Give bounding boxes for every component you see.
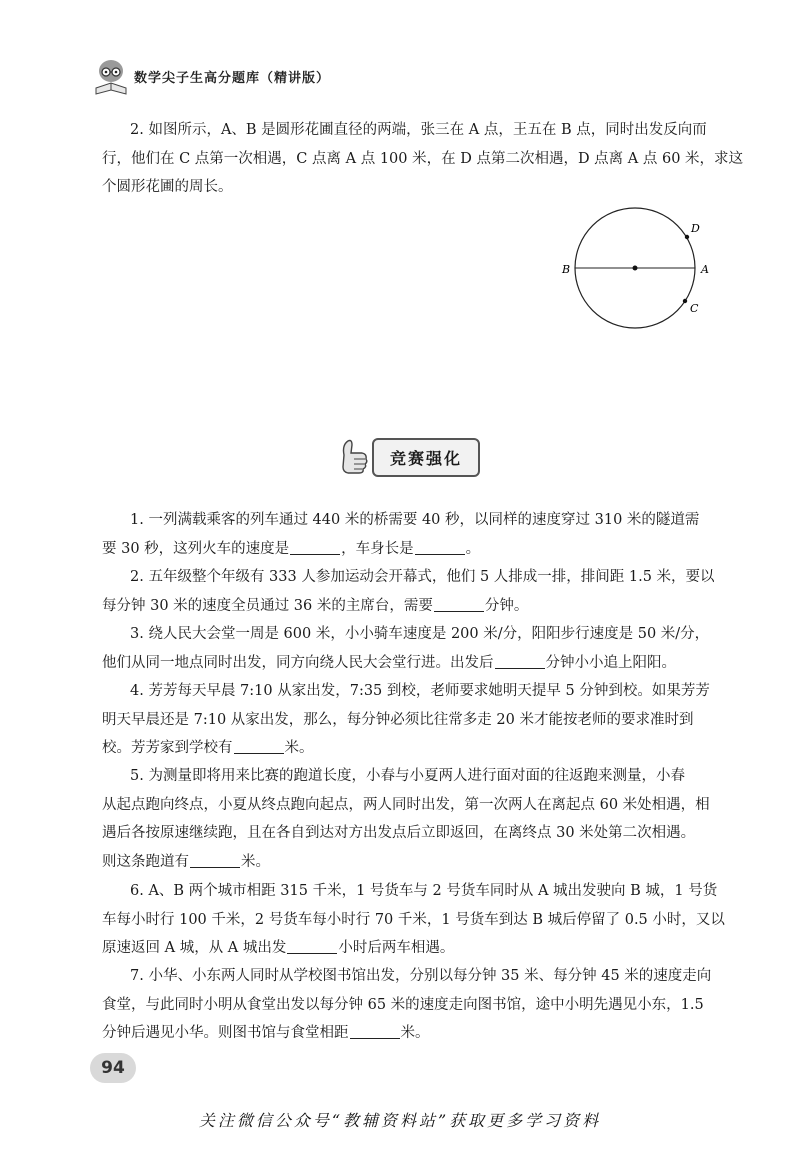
competition-problem-2	[102, 563, 715, 620]
problem-line: 3. 绕人民大会堂一周是 600 米，小小骑车速度是 200 米/分，阳阳步行速度是 50 米/分，	[130, 626, 710, 642]
label-c: C	[690, 302, 699, 315]
problem-line	[102, 535, 710, 564]
book-title: 数学尖子生高分题库（精讲版）	[134, 70, 331, 86]
problem-line: 7. 小华、小东两人同时从学校图书馆出发，分别以每分钟 35 米、每分钟 45 米的速度走向	[130, 968, 712, 984]
answer-blank	[350, 1024, 400, 1040]
problem-line: 从起点跑向终点，小夏从终点跑向起点，两人同时出发，第一次两人在离起点 60 米处相遇，相	[102, 796, 710, 813]
problem-line: 明天早晨还是 7:10 从家出发，那么，每分钟必须比往常多走 20 米才能按老师的要求准时到	[102, 711, 694, 728]
problem-line: 2. 如图所示，A、B 是圆形花圃直径的两端，张三在 A 点，王五在 B 点，同时出发反向而	[130, 122, 707, 138]
answer-blank	[434, 596, 484, 612]
problem-text: 则这条跑道有	[102, 853, 189, 870]
center-point	[633, 266, 638, 271]
problem-line	[102, 649, 710, 678]
competition-problem-6	[102, 877, 725, 963]
problem-text: ，车身长是	[341, 540, 414, 557]
problem-line: 2. 五年级整个年级有 333 人参加运动会开幕式，他们 5 人排成一排，排间距 1.5 米，要以	[130, 569, 715, 585]
point-c-dot	[683, 299, 687, 303]
label-d: D	[691, 222, 700, 235]
problem-text: 要 30 秒，这列火车的速度是	[102, 540, 290, 557]
section-banner	[336, 432, 480, 482]
problem-text: 米。	[400, 1025, 430, 1041]
problem-text: 。	[465, 540, 481, 557]
problem-text: 小时后两车相遇。	[338, 940, 455, 956]
answer-blank	[190, 852, 240, 868]
problem-text: 分钟后遇见小华。则图书馆与食堂相距	[102, 1025, 349, 1041]
problem-line: 遇后各按原速继续跑，且在各自到达对方出发点后立即返回，在离终点 30 米处第二次相遇。	[102, 825, 696, 841]
competition-problem-7	[102, 962, 710, 1048]
circle-garden-figure	[556, 204, 716, 344]
problem-line: 行，他们在 C 点第一次相遇，C 点离 A 点 100 米，在 D 点第二次相遇，D 点离 A 点 60 米，求这	[102, 150, 744, 167]
problem-line	[102, 734, 710, 763]
problem-line: 食堂，与此同时小明从食堂出发以每分钟 65 米的速度走向图书馆，途中小明先遇见小东，1.5	[102, 996, 704, 1013]
page-number: 94	[90, 1053, 136, 1083]
problem-text: 他们从同一地点同时出发，同方向绕人民大会堂行进。出发后	[102, 654, 494, 671]
competition-problem-3	[102, 620, 710, 677]
answer-blank	[495, 653, 545, 669]
problem-line: 车每小时行 100 千米，2 号货车每小时行 70 千米，1 号货车到达 B 城后停留了 0.5 小时，又以	[102, 911, 725, 928]
point-d-dot	[685, 235, 689, 239]
mascot-reading-icon	[92, 56, 130, 96]
problem-line: 个圆形花圃的周长。	[102, 179, 233, 195]
problem-text: 分钟小小追上阳阳。	[545, 654, 676, 671]
label-a: A	[701, 263, 709, 276]
competition-problem-5	[102, 762, 710, 876]
problem-line: 4. 芳芳每天早晨 7:10 从家出发，7:35 到校，老师要求她明天提早 5 分钟到校。如果芳芳	[130, 683, 710, 699]
problem-2-circle-garden	[102, 116, 744, 202]
problem-text: 校。芳芳家到学校有	[102, 740, 233, 756]
problem-line	[102, 1019, 710, 1048]
answer-blank	[415, 539, 465, 555]
problem-line: 6. A、B 两个城市相距 315 千米，1 号货车与 2 号货车同时从 A 城出发驶向 B 城，1 号货	[130, 883, 718, 899]
problem-text: 分钟。	[484, 597, 529, 614]
answer-blank	[234, 739, 284, 755]
competition-problem-1	[102, 506, 710, 563]
answer-blank	[290, 539, 340, 555]
problem-line: 5. 为测量即将用来比赛的跑道长度，小春与小夏两人进行面对面的往返跑来测量，小春	[130, 768, 685, 784]
answer-blank	[287, 939, 337, 955]
page-header	[92, 56, 330, 96]
section-title: 竞赛强化	[372, 438, 480, 477]
problem-line: 1. 一列满载乘客的列车通过 440 米的桥需要 40 秒，以同样的速度穿过 310 米的隧道需	[130, 512, 700, 528]
problem-line	[102, 592, 710, 621]
problem-line	[102, 848, 710, 877]
thumbs-up-icon	[336, 435, 370, 479]
problem-line	[102, 934, 710, 963]
problem-text: 每分钟 30 米的速度全员通过 36 米的主席台，需要	[102, 597, 433, 614]
problem-text: 米。	[284, 740, 314, 756]
competition-problem-4	[102, 677, 710, 763]
label-b: B	[562, 263, 571, 276]
footer-note: 关注微信公众号“教辅资料站”获取更多学习资料	[198, 1111, 602, 1130]
problem-text: 原速返回 A 城，从 A 城出发	[102, 940, 287, 956]
problem-text: 米。	[241, 853, 270, 870]
